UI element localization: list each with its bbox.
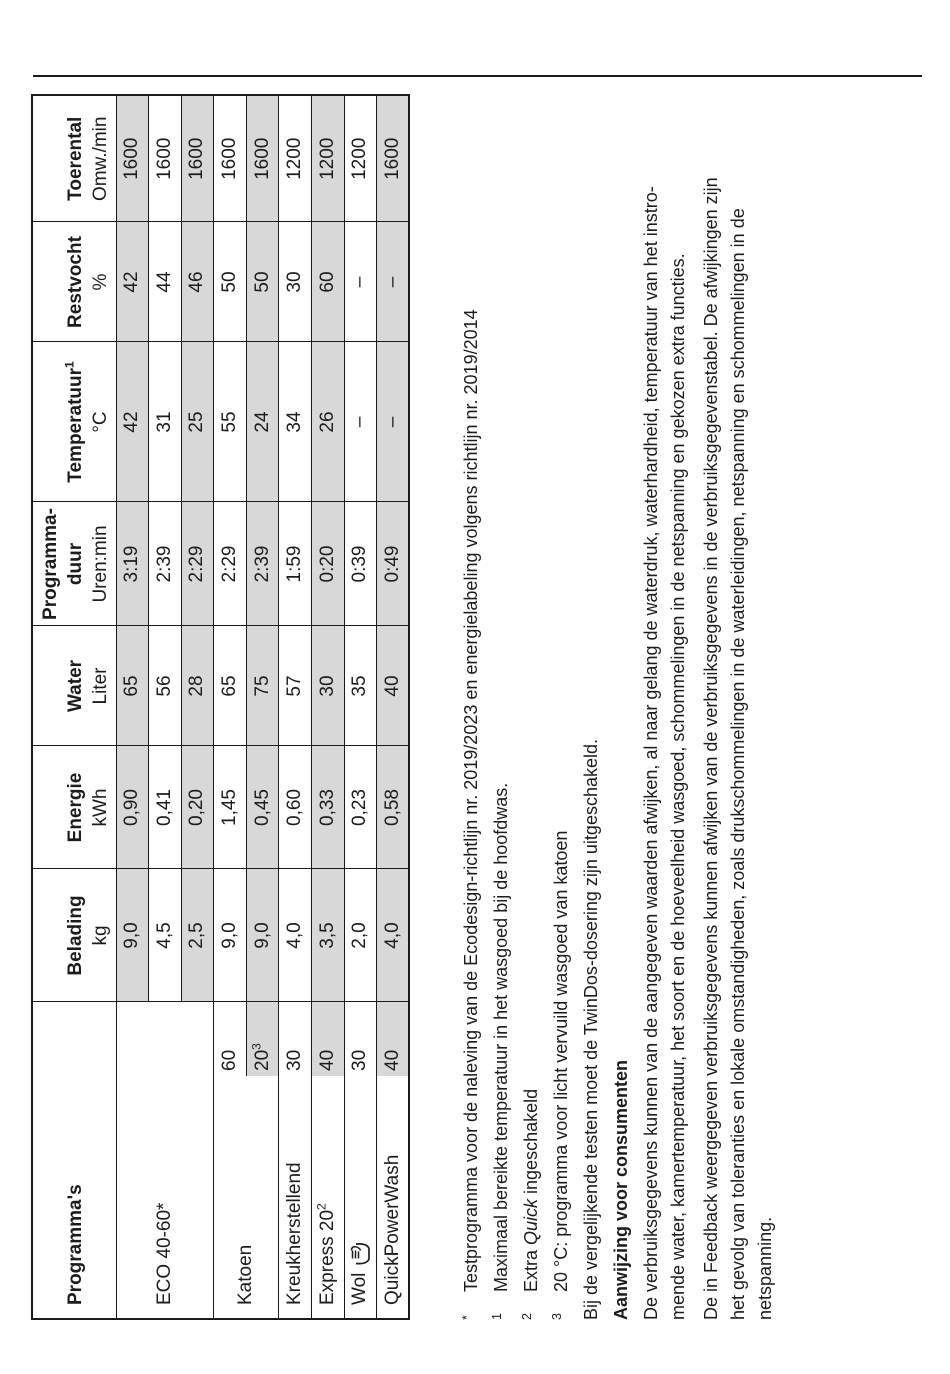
table-cell: 42 xyxy=(116,342,149,502)
footnote-marker: 3 xyxy=(550,1313,565,1320)
table-row-kreukherstellend xyxy=(279,95,312,1319)
paragraph-line: mende water, kamertemperatuur, het soort en de hoeveelheid wasgoed, schommelingen in de netspanning en gekozen extra functies. xyxy=(668,253,689,1320)
temp-cell: 40 xyxy=(377,1002,410,1076)
table-cell: 75 xyxy=(246,626,279,746)
program-name-cell: QuickPowerWash xyxy=(377,1076,410,1319)
table-cell: – xyxy=(344,342,377,502)
table-cell: 56 xyxy=(149,626,182,746)
table-cell: 2:29 xyxy=(181,502,214,626)
table-cell: 65 xyxy=(116,626,149,746)
temp-cell: 40 xyxy=(312,1002,345,1076)
table-cell: – xyxy=(344,222,377,342)
table-cell: 1:59 xyxy=(279,502,312,626)
table-cell: 3:19 xyxy=(116,502,149,626)
col-header-label: Programma's xyxy=(64,1184,86,1305)
footnote-1: 1 Maximaal bereikte temperatuur in het wasgoed bij de hoofdwas. xyxy=(486,96,516,1320)
table-cell: 0:49 xyxy=(377,502,410,626)
table-cell: 1600 xyxy=(181,95,214,222)
paragraph-line: het gevolg van toleranties en lokale omstandigheden, zoals drukschommelingen in de waterleidingen, netspanning en schommelingen in de xyxy=(728,208,749,1320)
table-cell: 1200 xyxy=(312,95,345,222)
paragraph-1 xyxy=(638,96,692,1320)
consumer-note-section xyxy=(608,96,779,1320)
paragraph-line: De verbruiksgegevens kunnen van de aangegeven waarden afwijken, al naar gelang de waterdruk, waterhardheid, temperatuur van het instro- xyxy=(641,186,662,1320)
table-cell: 0,41 xyxy=(149,746,182,869)
table-header-row xyxy=(32,95,116,1319)
table-cell: 0:20 xyxy=(312,502,345,626)
temp-cell: 30 xyxy=(279,1002,312,1076)
table-cell: 4,5 xyxy=(149,869,182,1002)
programs-table xyxy=(31,94,410,1320)
paragraph-line: netspanning. xyxy=(755,1216,776,1320)
temp-cell: 30 xyxy=(344,1002,377,1076)
footnotes xyxy=(456,96,606,1320)
footnote-marker: * xyxy=(460,1315,475,1320)
table-cell: 60 xyxy=(312,222,345,342)
table-cell: 0,58 xyxy=(377,746,410,869)
table-cell: – xyxy=(377,222,410,342)
table-cell: 34 xyxy=(279,342,312,502)
table-cell: 2,0 xyxy=(344,869,377,1002)
table-cell: 0,45 xyxy=(246,746,279,869)
table-cell: 65 xyxy=(214,626,247,746)
table-cell: 0,90 xyxy=(116,746,149,869)
footnote-3: 3 20 °C: programma voor licht vervuild wasgoed van katoen xyxy=(546,96,576,1320)
table-cell: 50 xyxy=(246,222,279,342)
table-cell: – xyxy=(377,342,410,502)
table-cell: 4,0 xyxy=(279,869,312,1002)
table-cell: 1600 xyxy=(214,95,247,222)
program-name-cell: Wol xyxy=(344,1076,377,1319)
table-cell: 9,0 xyxy=(246,869,279,1002)
table-row-quickpowerwash xyxy=(377,95,410,1319)
col-header-restvocht: Restvocht % xyxy=(32,222,116,342)
col-header-programmaduur: Programma- duur Uren:min xyxy=(32,502,116,626)
table-cell: 46 xyxy=(181,222,214,342)
paragraph-line: De in Feedback weergegeven verbruiksgegevens kunnen afwijken van de verbruiksgegevens in de verbruiksgegevenstabel. De afwijkingen zijn xyxy=(701,177,722,1320)
table-cell: 44 xyxy=(149,222,182,342)
table-row-katoen-60 xyxy=(214,95,247,1319)
col-header-programmas xyxy=(32,1002,116,1319)
table-cell: 25 xyxy=(181,342,214,502)
table-cell: 35 xyxy=(344,626,377,746)
table-cell: 42 xyxy=(116,222,149,342)
table-cell: 1200 xyxy=(344,95,377,222)
col-header-toerental: Toerental Omw./min xyxy=(32,95,116,222)
table-cell: 57 xyxy=(279,626,312,746)
table-cell: 0:39 xyxy=(344,502,377,626)
program-name-cell: Katoen xyxy=(214,1076,279,1319)
table-cell: 4,0 xyxy=(377,869,410,1002)
table-row-express xyxy=(312,95,345,1319)
section-heading: Aanwijzing voor consumenten xyxy=(611,1059,632,1320)
program-name-cell: Kreukherstellend xyxy=(279,1076,312,1319)
table-cell: 9,0 xyxy=(116,869,149,1002)
table-cell: 2:29 xyxy=(214,502,247,626)
table-cell: 30 xyxy=(312,626,345,746)
table-cell: 40 xyxy=(377,626,410,746)
table-cell: 1600 xyxy=(246,95,279,222)
table-cell: 0,33 xyxy=(312,746,345,869)
col-header-temperatuur: Temperatuur$^1$ °C xyxy=(32,342,116,502)
table-cell: 50 xyxy=(214,222,247,342)
table-cell: 1200 xyxy=(279,95,312,222)
table-cell: 9,0 xyxy=(214,869,247,1002)
temp-cell: $20^3$ xyxy=(246,1002,279,1076)
table-row-eco-1 xyxy=(116,95,149,1319)
twindos-note: Bij de vergelijkende testen moet de TwinDos-dosering zijn uitgeschakeld. xyxy=(581,739,602,1320)
col-header-belading: Belading kg xyxy=(32,869,116,1002)
table-cell: 0,60 xyxy=(279,746,312,869)
table-cell: 55 xyxy=(214,342,247,502)
table-cell: 31 xyxy=(149,342,182,502)
paragraph-2 xyxy=(698,96,779,1320)
table-cell: 1600 xyxy=(149,95,182,222)
table-cell: 24 xyxy=(246,342,279,502)
table-cell: 26 xyxy=(312,342,345,502)
table-row-wol xyxy=(344,95,377,1319)
col-header-energie: Energie kWh xyxy=(32,746,116,869)
col-header-water: Water Liter xyxy=(32,626,116,746)
table-cell: 1600 xyxy=(116,95,149,222)
table-cell: 0,20 xyxy=(181,746,214,869)
table-cell: 30 xyxy=(279,222,312,342)
table-cell: 2:39 xyxy=(149,502,182,626)
footnote-star: * Testprogramma voor de naleving van de Ecodesign-richtlijn nr. 2019/2023 en energielabeling volgens richtlijn nr. 2019/2014 xyxy=(456,96,486,1320)
table-cell: 28 xyxy=(181,626,214,746)
table-cell: 0,23 xyxy=(344,746,377,869)
table-cell: 3,5 xyxy=(312,869,345,1002)
table-cell: 1,45 xyxy=(214,746,247,869)
table-cell: 2:39 xyxy=(246,502,279,626)
table-cell: 1600 xyxy=(377,95,410,222)
handwash-icon xyxy=(348,1241,372,1267)
program-name-cell: Express $20^2$ xyxy=(312,1076,345,1319)
page-header-rule xyxy=(33,75,922,77)
footnote-marker: 2 xyxy=(520,1313,535,1320)
table-cell: 2,5 xyxy=(181,869,214,1002)
program-name-cell: ECO 40-60* xyxy=(116,1002,214,1319)
rotated-content xyxy=(31,96,776,1320)
footnote-marker: 1 xyxy=(490,1313,505,1320)
footnote-2: 2 Extra Quick ingeschakeld xyxy=(516,96,546,1320)
temp-cell: 60 xyxy=(214,1002,247,1076)
